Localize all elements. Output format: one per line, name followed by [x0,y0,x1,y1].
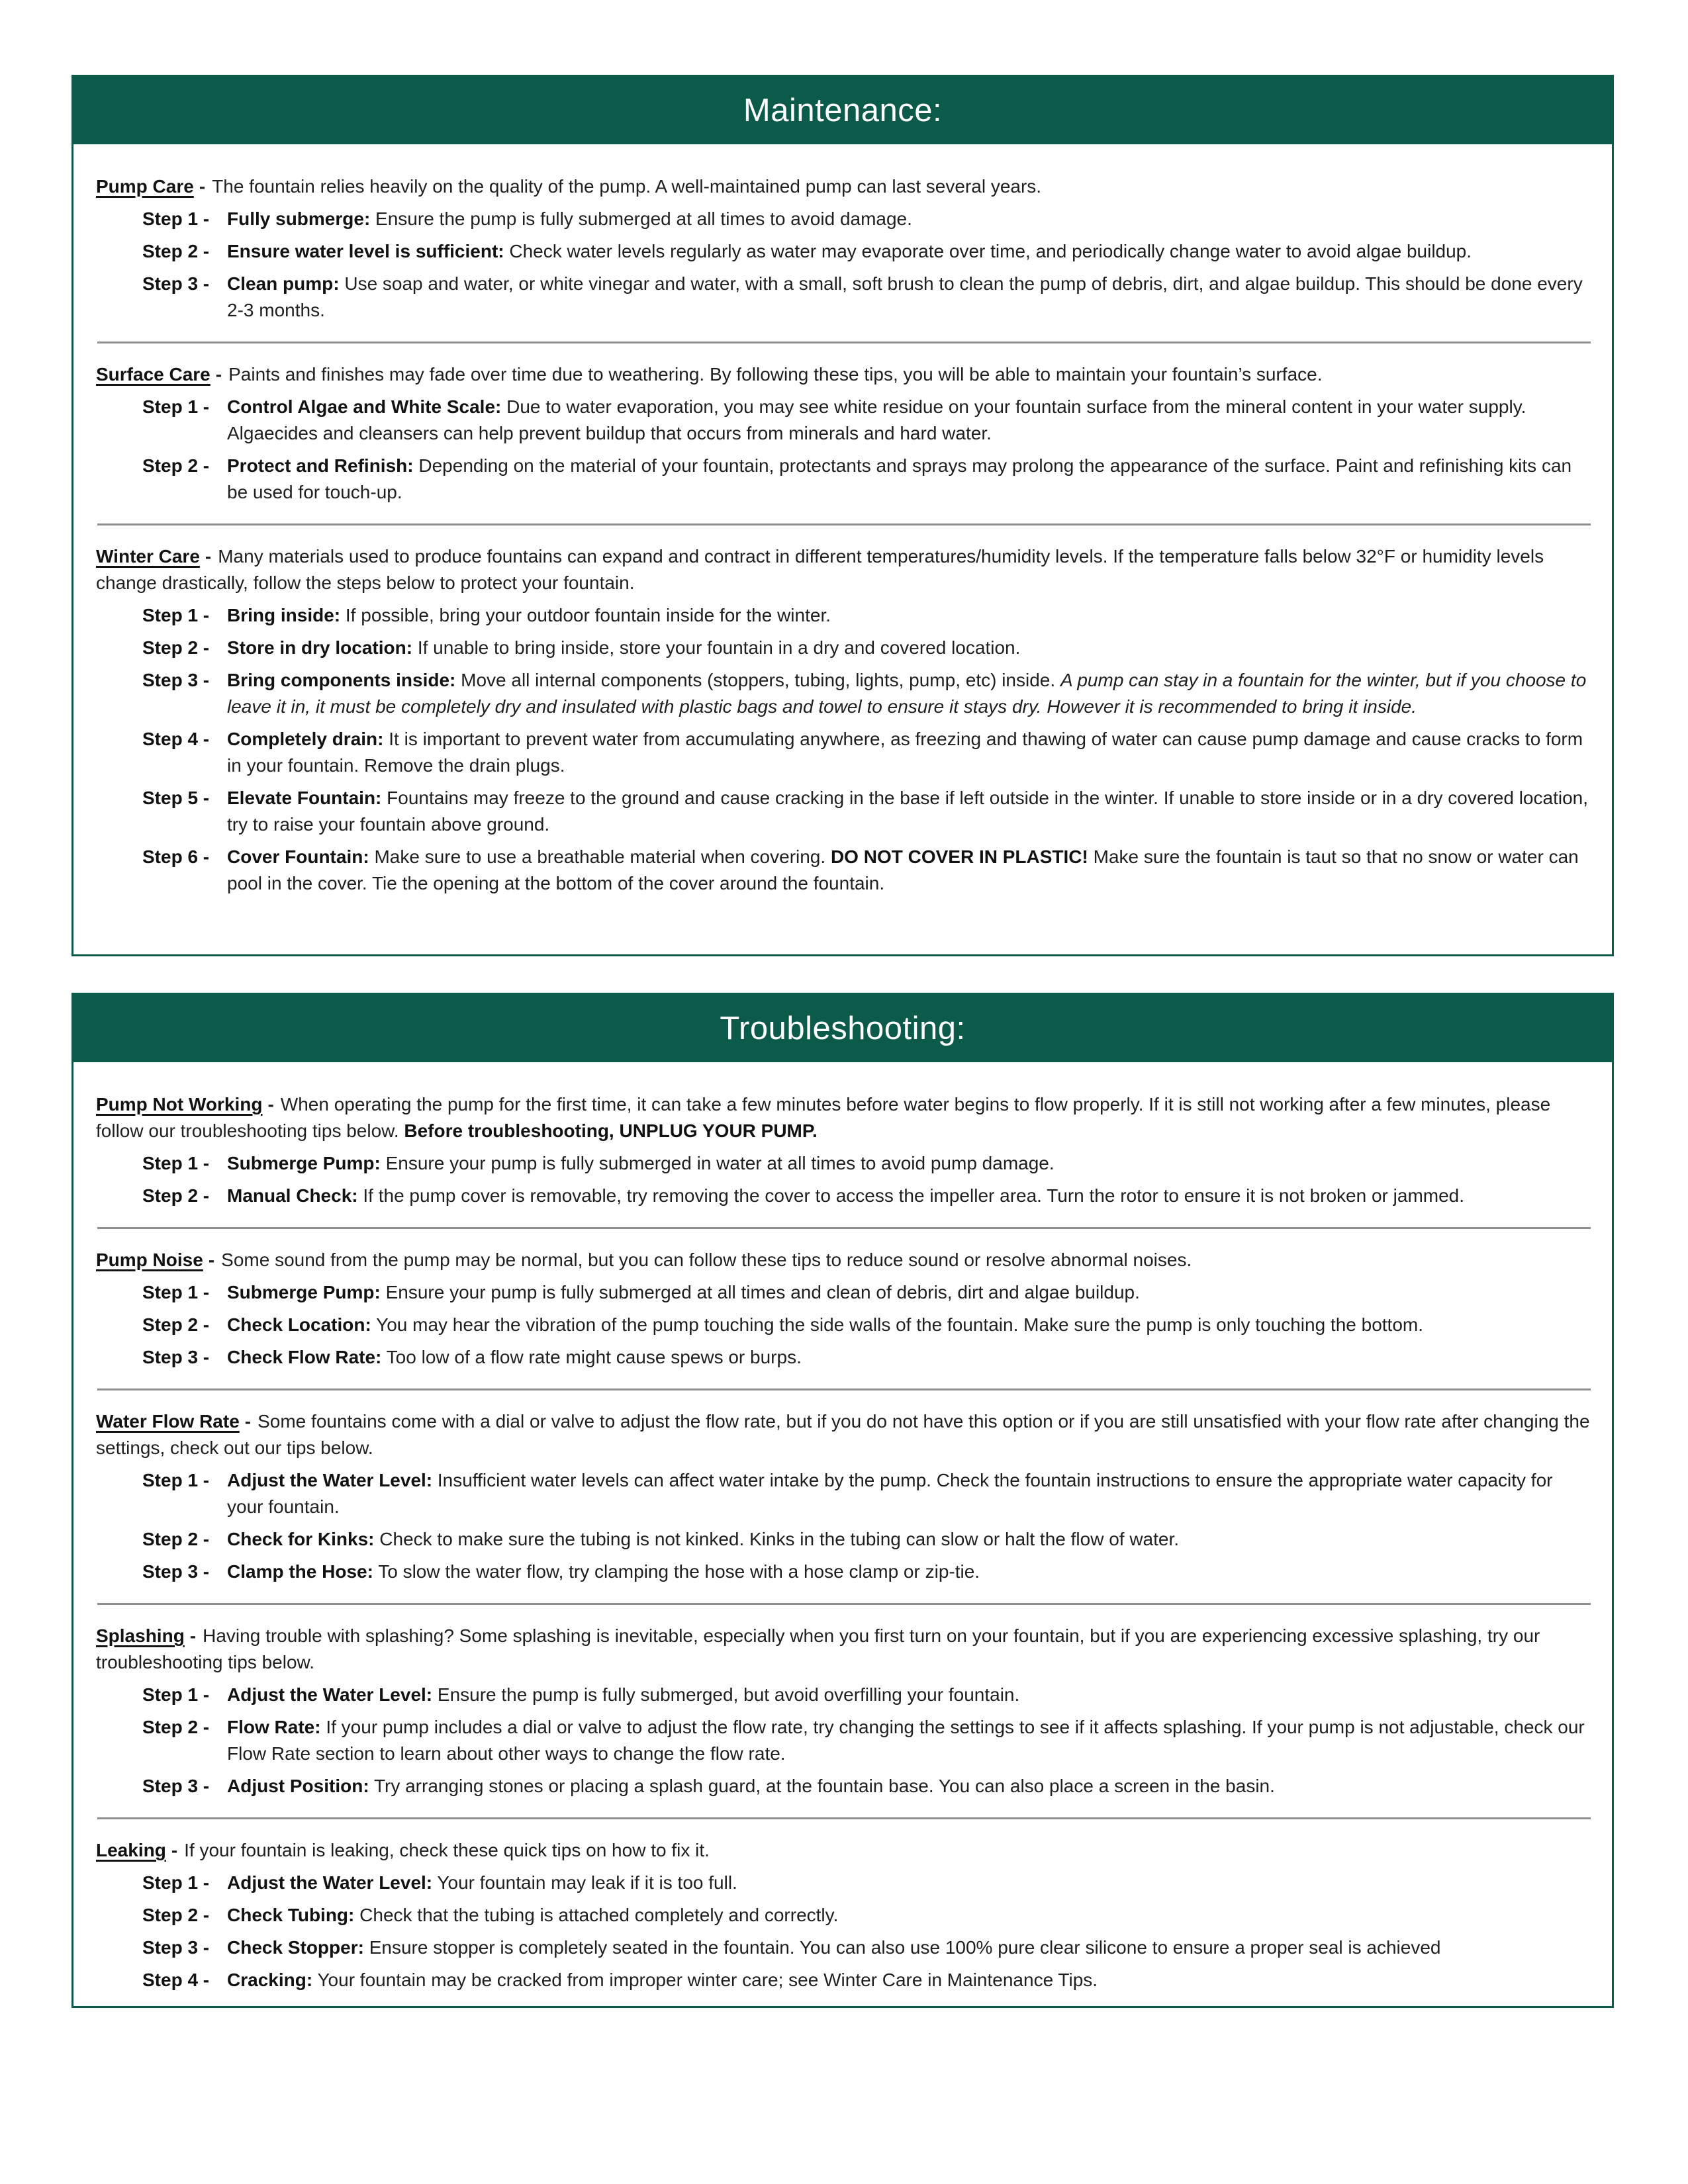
steps-list [96,394,1592,506]
steps-list [96,1150,1592,1209]
step-title: Bring components inside: [227,670,456,690]
step-body [227,1967,1592,1993]
step-text [438,1684,1019,1705]
block-dash: - [205,546,212,567]
step-text [374,1776,1275,1796]
step-row [142,453,1592,506]
text-run: Use soap and water, or white vinegar and water, with a small, soft brush to clean the pump of debris, dirt, and algae buildup. This should be done every 2-3 months. [227,273,1583,320]
block-heading: Winter Care [96,546,200,567]
maintenance-header-bar [73,77,1612,144]
text-run: You may hear the vibration of the pump touching the side walls of the fountain. Make sure the pump is only touching the bottom. [376,1314,1424,1335]
text-run: Many materials used to produce fountains can expand and contract in different temperatures/humidity levels. If the temperature falls below 32°F or humidity levels change drastically, follow the steps below to protect your fountain. [96,546,1544,593]
text-run: If possible, bring your outdoor fountain inside for the winter. [345,605,831,625]
step-row [142,1344,1592,1371]
step-row [142,394,1592,447]
steps-list [96,1279,1592,1371]
step-label: Step 2 - [142,1717,210,1737]
text-run: Check water levels regularly as water may evaporate over time, and periodically change water to avoid algae buildup. [509,241,1472,261]
step-row [142,271,1592,324]
step-title: Manual Check: [227,1185,358,1206]
step-text [363,1185,1464,1206]
block-separator [97,341,1591,343]
care-block [96,1408,1592,1585]
step-text [346,605,831,625]
step-body [227,844,1592,897]
step-body [227,1526,1592,1553]
text-run: Move all internal components (stoppers, tubing, lights, pump, etc) inside. [461,670,1060,690]
block-intro-text [221,1250,1192,1270]
step-row [142,1682,1592,1708]
step-body [227,1714,1592,1767]
step-text [227,729,1583,776]
text-run: DO NOT COVER IN PLASTIC! [830,846,1088,867]
text-run: Paints and finishes may fade over time due to weathering. By following these tips, you will be able to maintain your fountain’s surface. [228,364,1323,385]
block-separator [97,1388,1591,1390]
step-row [142,1150,1592,1177]
step-text [375,208,912,229]
step-title: Check Location: [227,1314,371,1335]
step-text [437,1872,737,1893]
step-text [379,1529,1179,1549]
text-run: Check to make sure the tubing is not kinked. Kinks in the tubing can slow or halt the flow of water. [379,1529,1180,1549]
troubleshooting-header-bar [73,995,1612,1062]
step-row [142,1279,1592,1306]
step-body [227,1902,1592,1929]
step-row [142,1902,1592,1929]
step-text [227,1717,1585,1764]
step-body [227,238,1592,265]
care-block [96,1837,1592,1993]
step-text [227,273,1583,320]
step-row [142,238,1592,265]
step-label: Step 5 - [142,788,210,808]
text-run: Ensure the pump is fully submerged at all times to avoid damage. [375,208,912,229]
step-text [387,1347,802,1367]
text-run: Your fountain may leak if it is too full. [437,1872,737,1893]
step-title: Check for Kinks: [227,1529,375,1549]
block-heading: Pump Care [96,176,194,197]
care-block [96,361,1592,506]
step-body [227,635,1592,661]
step-label: Step 2 - [142,241,210,261]
block-separator [97,1603,1591,1605]
block-intro [96,173,1592,200]
care-block [96,173,1592,324]
step-text [359,1905,838,1925]
step-body [227,394,1592,447]
text-run: Ensure your pump is fully submerged at all times and clean of debris, dirt and algae buildup. [385,1282,1140,1302]
block-dash: - [267,1094,274,1115]
step-label: Step 3 - [142,1561,210,1582]
step-body [227,602,1592,629]
troubleshooting-content [73,1062,1612,1993]
step-row [142,1773,1592,1799]
text-run: Some sound from the pump may be normal, but you can follow these tips to reduce sound or resolve abnormal noises. [221,1250,1192,1270]
block-dash: - [199,176,206,197]
step-body [227,785,1592,838]
block-intro-text [96,546,1544,593]
block-separator [97,1817,1591,1819]
text-run: If unable to bring inside, store your fountain in a dry and covered location. [417,637,1021,658]
step-label: Step 1 - [142,1470,210,1490]
step-body [227,1870,1592,1896]
step-text [369,1937,1441,1958]
step-row [142,1467,1592,1520]
steps-list [96,602,1592,897]
step-row [142,206,1592,232]
step-body [227,1312,1592,1338]
block-heading: Leaking [96,1840,166,1860]
step-title: Completely drain: [227,729,384,749]
maintenance-content [73,144,1612,897]
block-intro [96,1837,1592,1864]
step-label: Step 2 - [142,455,210,476]
block-intro-text [184,1840,710,1860]
step-body [227,1467,1592,1520]
step-row [142,1526,1592,1553]
text-run: It is important to prevent water from accumulating anywhere, as freezing and thawing of water can cause pump damage and cause cracks to form in your fountain. Remove the drain plugs. [227,729,1583,776]
step-label: Step 3 - [142,1937,210,1958]
text-run: Ensure stopper is completely seated in the fountain. You can also use 100% pure clear silicone to ensure a proper seal is achieved [369,1937,1441,1958]
step-title: Submerge Pump: [227,1282,381,1302]
step-row [142,1934,1592,1961]
step-body [227,271,1592,324]
step-body [227,1773,1592,1799]
step-row [142,1559,1592,1585]
step-title: Check Stopper: [227,1937,364,1958]
step-body [227,1682,1592,1708]
step-text [376,1314,1423,1335]
step-row [142,726,1592,779]
step-title: Adjust the Water Level: [227,1872,433,1893]
step-label: Step 3 - [142,670,210,690]
block-separator [97,523,1591,525]
step-row [142,785,1592,838]
step-body [227,1934,1592,1961]
step-label: Step 2 - [142,637,210,658]
step-text [378,1561,980,1582]
step-label: Step 1 - [142,208,210,229]
block-intro [96,1408,1592,1461]
text-run: Try arranging stones or placing a splash guard, at the fountain base. You can also place a screen in the basin. [373,1776,1275,1796]
step-row [142,667,1592,720]
step-label: Step 2 - [142,1185,210,1206]
text-run: Fountains may freeze to the ground and cause cracking in the base if left outside in the winter. If unable to store inside or in a dry covered location, try to raise your fountain above ground. [227,788,1588,835]
step-label: Step 2 - [142,1529,210,1549]
block-intro [96,1091,1592,1144]
block-dash: - [244,1411,252,1432]
maintenance-section [71,75,1614,956]
step-title: Protect and Refinish: [227,455,414,476]
step-label: Step 4 - [142,729,210,749]
block-intro [96,1623,1592,1676]
block-heading: Pump Not Working [96,1094,263,1115]
text-run: If your pump includes a dial or valve to adjust the flow rate, try changing the settings to see if it affects splashing. If your pump is not adjustable, check our Flow Rate section to learn about other ways to change the flow rate. [227,1717,1585,1764]
block-separator [97,1227,1591,1229]
text-run: Before troubleshooting, UNPLUG YOUR PUMP. [404,1120,818,1141]
block-intro [96,1247,1592,1273]
text-run: To slow the water flow, try clamping the hose with a hose clamp or zip-tie. [378,1561,980,1582]
block-intro-text [96,1411,1590,1458]
step-title: Store in dry location: [227,637,413,658]
step-text [227,455,1571,502]
troubleshooting-title: Troubleshooting: [720,1011,966,1046]
troubleshooting-section [71,993,1614,2008]
block-dash: - [215,364,222,385]
block-intro-text [96,1094,1550,1141]
step-title: Flow Rate: [227,1717,321,1737]
block-dash: - [171,1840,178,1860]
step-label: Step 1 - [142,1872,210,1893]
step-title: Fully submerge: [227,208,371,229]
step-title: Elevate Fountain: [227,788,382,808]
step-label: Step 6 - [142,846,210,867]
step-title: Control Algae and White Scale: [227,396,502,417]
text-run: Due to water evaporation, you may see white residue on your fountain surface from the mineral content in your water supply. Algaecides and cleansers can help prevent buildup that occurs from minerals and hard water. [227,396,1526,443]
block-heading: Pump Noise [96,1250,203,1270]
step-title: Check Flow Rate: [227,1347,382,1367]
block-dash: - [208,1250,215,1270]
step-row [142,1312,1592,1338]
step-row [142,844,1592,897]
step-label: Step 1 - [142,1282,210,1302]
step-row [142,1967,1592,1993]
step-label: Step 1 - [142,1153,210,1173]
step-body [227,667,1592,720]
step-row [142,1183,1592,1209]
step-title: Ensure water level is sufficient: [227,241,504,261]
text-run: Make sure to use a breathable material when covering. [374,846,831,867]
step-title: Adjust the Water Level: [227,1470,433,1490]
care-block [96,1623,1592,1799]
care-block [96,1247,1592,1371]
maintenance-title: Maintenance: [743,93,943,128]
block-heading: Splashing [96,1625,185,1646]
step-body [227,453,1592,506]
step-label: Step 4 - [142,1970,210,1990]
text-run: Having trouble with splashing? Some splashing is inevitable, especially when you first turn on your fountain, but if you are experiencing excessive splashing, try our troubleshooting tips below. [96,1625,1540,1672]
step-title: Adjust the Water Level: [227,1684,433,1705]
step-label: Step 1 - [142,605,210,625]
step-body [227,206,1592,232]
step-label: Step 1 - [142,1684,210,1705]
text-run: Check that the tubing is attached completely and correctly. [359,1905,839,1925]
step-label: Step 1 - [142,396,210,417]
step-label: Step 2 - [142,1314,210,1335]
step-body [227,1150,1592,1177]
step-body [227,726,1592,779]
step-body [227,1183,1592,1209]
step-text [509,241,1472,261]
steps-list [96,1870,1592,1993]
step-title: Bring inside: [227,605,341,625]
steps-list [96,1467,1592,1585]
steps-list [96,1682,1592,1799]
step-title: Clean pump: [227,273,340,294]
text-run: Depending on the material of your fountain, protectants and sprays may prolong the appearance of the surface. Paint and refinishing kits can be used for touch-up. [227,455,1572,502]
step-title: Submerge Pump: [227,1153,381,1173]
steps-list [96,206,1592,324]
text-run: Ensure your pump is fully submerged in water at all times to avoid pump damage. [385,1153,1055,1173]
text-run: Some fountains come with a dial or valve to adjust the flow rate, but if you do not have this option or if you are still unsatisfied with your flow rate after changing the settings, check out our tips below. [96,1411,1590,1458]
block-heading: Water Flow Rate [96,1411,240,1432]
step-label: Step 3 - [142,1776,210,1796]
care-block [96,1091,1592,1209]
block-heading: Surface Care [96,364,211,385]
step-text [227,788,1588,835]
step-text [317,1970,1098,1990]
text-run: The fountain relies heavily on the quality of the pump. A well-maintained pump can last several years. [212,176,1042,197]
block-dash: - [189,1625,197,1646]
step-text [386,1282,1140,1302]
text-run: Make sure the fountain is taut so that no snow or water can pool in the cover. Tie the opening at the bottom of the cover around the fountain. [227,846,1579,893]
step-label: Step 3 - [142,1347,210,1367]
step-text [418,637,1021,658]
step-text [386,1153,1055,1173]
step-body [227,1344,1592,1371]
step-row [142,635,1592,661]
step-row [142,602,1592,629]
step-row [142,1870,1592,1896]
text-run: Too low of a flow rate might cause spews or burps. [386,1347,802,1367]
care-block [96,543,1592,897]
text-run: A pump can stay in a fountain for the winter, but if you choose to leave it in, it must be completely dry and insulated with plastic bags and towel to ensure it stays dry. However it is recommended to bring it inside. [227,670,1587,717]
text-run: Insufficient water levels can affect water intake by the pump. Check the fountain instructions to ensure the appropriate water capacity for your fountain. [227,1470,1553,1517]
block-intro [96,543,1592,596]
text-run: If your fountain is leaking, check these quick tips on how to fix it. [184,1840,710,1860]
step-row [142,1714,1592,1767]
step-title: Clamp the Hose: [227,1561,373,1582]
text-run: Your fountain may be cracked from improper winter care; see Winter Care in Maintenance Tips. [317,1970,1098,1990]
step-title: Check Tubing: [227,1905,355,1925]
block-intro-text [212,176,1041,197]
step-title: Cover Fountain: [227,846,369,867]
step-title: Adjust Position: [227,1776,369,1796]
block-intro [96,361,1592,388]
text-run: Ensure the pump is fully submerged, but avoid overfilling your fountain. [437,1684,1020,1705]
text-run: If the pump cover is removable, try removing the cover to access the impeller area. Turn the rotor to ensure it is not broken or jammed. [363,1185,1465,1206]
block-intro-text [228,364,1322,385]
block-intro-text [96,1625,1540,1672]
step-label: Step 2 - [142,1905,210,1925]
step-body [227,1279,1592,1306]
step-title: Cracking: [227,1970,313,1990]
step-body [227,1559,1592,1585]
text-run: When operating the pump for the first time, it can take a few minutes before water begins to flow properly. If it is still not working after a few minutes, please follow our troubleshooting tips below. [96,1094,1551,1141]
step-text [227,846,1579,893]
step-label: Step 3 - [142,273,210,294]
